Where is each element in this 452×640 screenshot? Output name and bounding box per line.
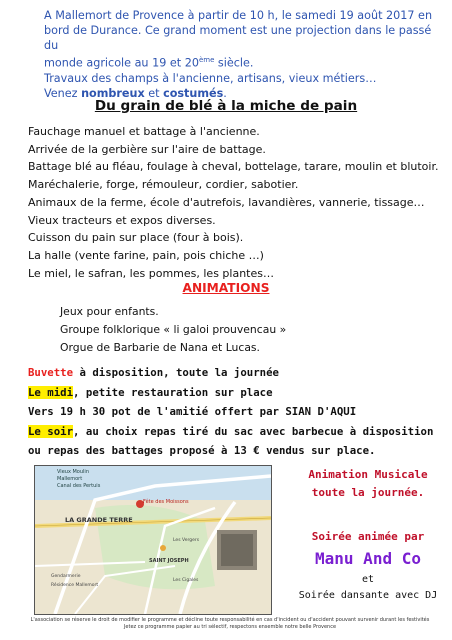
activity-item: Le miel, le safran, les pommes, les plantes… bbox=[28, 266, 274, 280]
activity-item: Cuisson du pain sur place (four à bois). bbox=[28, 231, 244, 245]
intro-text: monde agricole au 19 et 20 bbox=[44, 56, 199, 70]
map-label: SAINT JOSEPH bbox=[149, 558, 189, 564]
repas-line: ou repas des battages proposé à 13 € vendus sur place. bbox=[28, 444, 376, 457]
map-label: Fête des Moissons bbox=[143, 499, 189, 505]
intro-line bbox=[44, 53, 439, 71]
animation-item: Orgue de Barbarie de Nana et Lucas. bbox=[60, 341, 260, 354]
midi-line bbox=[28, 383, 433, 403]
intro-line: bord de Durance. Ce grand moment est une projection dans le passé du bbox=[44, 24, 432, 52]
animations-title: ANIMATIONS bbox=[182, 281, 270, 295]
buvette-block bbox=[28, 363, 433, 461]
main-title: Du grain de blé à la miche de pain bbox=[94, 98, 358, 114]
activity-item: La halle (vente farine, pain, pois chiche …) bbox=[28, 248, 264, 262]
music-animation bbox=[282, 466, 452, 502]
buvette-text: à disposition, toute la journée bbox=[73, 366, 279, 379]
intro-sup: ème bbox=[198, 56, 215, 64]
animations-list bbox=[60, 303, 286, 357]
midi-text: , petite restauration sur place bbox=[73, 385, 273, 399]
music-line: toute la journée. bbox=[311, 486, 425, 499]
band-name: Manu And Co bbox=[315, 549, 421, 568]
soir-line bbox=[28, 422, 433, 442]
buvette-line bbox=[28, 363, 433, 383]
animation-item: Jeux pour enfants. bbox=[60, 305, 159, 318]
activities-list bbox=[28, 123, 438, 282]
activity-item: Vieux tracteurs et expos diverses. bbox=[28, 213, 216, 227]
map-label: Les Cigales bbox=[173, 578, 199, 583]
activity-item: Animaux de la ferme, école d'autrefois, lavandières, vannerie, tissage… bbox=[28, 195, 425, 209]
footer-line: L'association se réserve le droit de modifier le programme et décline toute responsabilité en cas d'incident ou d'accident pouvant survenir durant les festivités bbox=[30, 617, 430, 623]
activity-item: Maréchalerie, forge, rémouleur, cordier, sabotier. bbox=[28, 178, 299, 192]
intro-text: Venez bbox=[44, 86, 82, 100]
conjunction: et bbox=[361, 574, 375, 585]
activity-item: Fauchage manuel et battage à l'ancienne. bbox=[28, 125, 260, 138]
intro-line: A Mallemort de Provence à partir de 10 h, le samedi 19 août 2017 en bbox=[44, 9, 433, 22]
footer-disclaimer bbox=[30, 617, 430, 630]
intro-text: siècle. bbox=[214, 56, 254, 70]
aperitif-line: Vers 19 h 30 pot de l'amitié offert par SIAN D'AQUI bbox=[28, 405, 357, 418]
map-label: Vieux Moulin bbox=[57, 469, 89, 475]
map-label: LA GRANDE TERRE bbox=[65, 516, 133, 524]
activity-item: Battage blé au fléau, foulage à cheval, bottelage, tarare, moulin et blutoir. bbox=[28, 160, 439, 174]
intro-emphasis: costumés bbox=[163, 86, 224, 100]
footer-line: Jetez ce programme papier au tri sélectif, respectons ensemble notre belle Provence bbox=[123, 623, 337, 630]
intro-text: et bbox=[144, 86, 164, 100]
activity-item: Arrivée de la gerbière sur l'aire de battage. bbox=[28, 142, 266, 156]
map-label: Mallemort bbox=[57, 476, 83, 482]
intro-emphasis: nombreux bbox=[81, 86, 145, 100]
midi-keyword: Le midi bbox=[28, 385, 74, 399]
location-map bbox=[34, 465, 272, 615]
map-label: Résidence Mallemort bbox=[51, 583, 99, 588]
dj-line: Soirée dansante avec DJ bbox=[298, 590, 438, 601]
animation-item: Groupe folklorique « li galoi prouvencau » bbox=[60, 323, 287, 336]
map-label: Les Vergers bbox=[173, 538, 200, 543]
intro-text: . bbox=[223, 86, 227, 100]
soir-text: , au choix repas tiré du sac avec barbecue à disposition bbox=[73, 424, 434, 438]
soir-keyword: Le soir bbox=[28, 424, 74, 438]
soiree-heading: Soirée animée par bbox=[311, 530, 425, 543]
intro-block bbox=[44, 8, 439, 101]
map-label: Canal des Pertuis bbox=[57, 483, 101, 489]
intro-line: Travaux des champs à l'ancienne, artisans, vieux métiers… bbox=[44, 71, 377, 85]
map-label: Gendarmerie bbox=[51, 574, 81, 579]
buvette-keyword: Buvette bbox=[28, 366, 74, 379]
music-line: Animation Musicale bbox=[308, 468, 428, 481]
